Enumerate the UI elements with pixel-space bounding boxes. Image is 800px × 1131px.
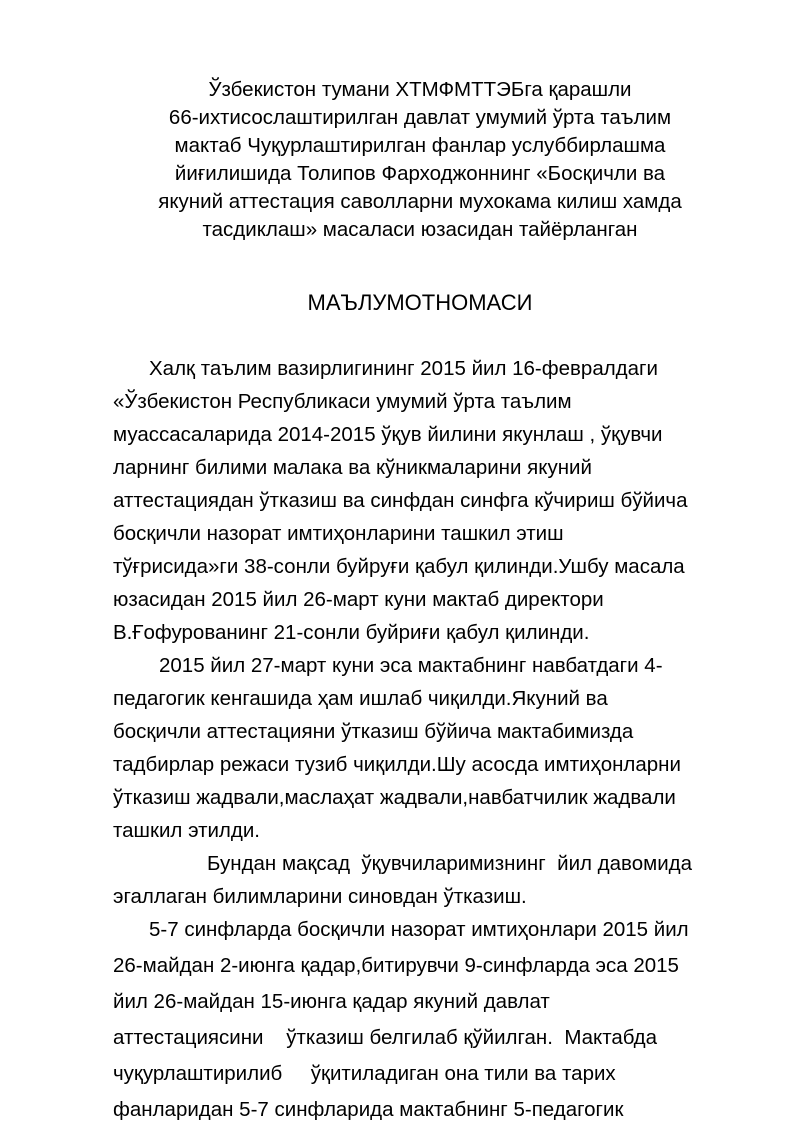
body-line: юзасидан 2015 йил 26-март куни мактаб директори: [113, 588, 604, 611]
heading-line: 66-ихтисослаштирилган давлат умумий ўрта таълим: [168, 106, 672, 129]
heading-line: мактаб Чуқурлаштирилган фанлар услуббирлашма: [174, 134, 666, 157]
body-line: педагогик кенгашида ҳам ишлаб чиқилди.Якуний ва: [113, 687, 608, 710]
body-line: тадбирлар режаси тузиб чиқилди.Шу асосда имтиҳонларни: [113, 753, 681, 776]
body-line: Халқ таълим вазирлигининг 2015 йил 16-февралдаги: [149, 357, 658, 380]
body-line: 26-майдан 2-июнга қадар,битирувчи 9-синфларда эса 2015: [113, 954, 679, 977]
heading-line: якуний аттестация саволларни мухокама килиш хамда: [158, 190, 682, 213]
body-line: 5-7 синфларда босқичли назорат имтиҳонлари 2015 йил: [149, 918, 689, 941]
body-line: босқичли назорат имтиҳонларини ташкил этиш: [113, 522, 564, 545]
body-line: 2015 йил 27-март куни эса мактабнинг навбатдаги 4-: [159, 654, 663, 677]
body-line: Бундан мақсад ўқувчиларимизнинг йил давомида: [207, 852, 693, 875]
body-line: чуқурлаштирилиб ўқитиладиган она тили ва тарих: [113, 1062, 616, 1085]
body-line: ташкил этилди.: [113, 819, 261, 842]
body-line: ларнинг билими малака ва кўникмаларини якуний: [113, 456, 592, 479]
body-line: тўғрисида»ги 38-сонли буйруғи қабул қилинди.Ушбу масала: [113, 555, 685, 578]
document-title: МАЪЛУМОТНОМАСИ: [307, 290, 533, 315]
body-line: аттестациядан ўтказиш ва синфдан синфга кўчириш бўйича: [113, 489, 688, 512]
body-line: ўтказиш жадвали,маслаҳат жадвали,навбатчилик жадвали: [113, 786, 676, 809]
body-line: муассасаларида 2014-2015 ўқув йилини якунлаш , ўқувчи: [113, 423, 663, 446]
document-heading: [90, 76, 750, 244]
heading-line: Ўзбекистон тумани ХТМФМТТЭБга қарашли: [208, 78, 632, 101]
body-line: босқичли аттестацияни ўтказиш бўйича мактабимизда: [113, 720, 634, 743]
body-line: фанларидан 5-7 синфларида мактабнинг 5-педагогик: [113, 1098, 624, 1121]
heading-line: тасдиклаш» масаласи юзасидан тайёрланган: [202, 218, 638, 241]
body-line: аттестациясини ўтказиш белгилаб қўйилган. Мактабда: [113, 1026, 657, 1049]
body-line: эгаллаган билимларини синовдан ўтказиш.: [113, 885, 527, 908]
body-line: йил 26-майдан 15-июнга қадар якуний давлат: [113, 990, 550, 1013]
heading-line: йиғилишида Толипов Фарходжоннинг «Босқичли ва: [174, 162, 666, 185]
body-line: «Ўзбекистон Республикаси умумий ўрта таълим: [113, 390, 572, 413]
body-line: В.Ғофурованинг 21-сонли буйриғи қабул қилинди.: [113, 621, 590, 644]
